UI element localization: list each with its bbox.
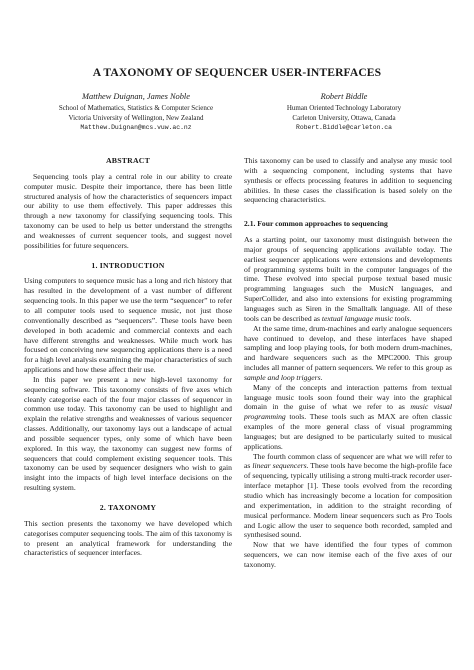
left-column bbox=[24, 156, 232, 558]
right-paragraph-1: This taxonomy can be used to classify and analyse any music tool with a sequencing component, including systems that have synthesis or effects processing features in addition to sequencing abilities. In these cases the classification is based solely on the sequencing characteristics. bbox=[244, 156, 452, 205]
author-block-left bbox=[36, 92, 236, 133]
subsection-paragraph-4: The fourth common class of sequencer are what we will refer to as linear sequencers. These tools have become the high-profile face of sequencing, typically utilising a strong multi-track recorder user-interface metaphor [1]. These tools evolved from the recording studio which has increasingly become a location for composition and experimentation, in addition to the straight recording of musical performance. Modern linear sequencers such as Pro Tools and Logic allow the user to sequence both recorded, sampled and synthesised sound. bbox=[244, 451, 453, 540]
subsection-paragraph-2: At the same time, drum-machines and early analogue sequencers have continued to develop, and these interfaces have shaped sampling and loop playing tools, for both modern drum-machines, and hardware sequencers such as the MPC2000. This group includes all manner of pattern sequencers. We refer to this group as sample and loop triggers. bbox=[244, 323, 452, 382]
author-affiliation-right: Human Oriented Technology Laboratory bbox=[286, 104, 402, 113]
author-email-left: Matthew.Duignan@mcs.vuw.ac.nz bbox=[80, 124, 192, 132]
intro-paragraph-2: In this paper we present a new high-level taxonomy for sequencing software. This taxonomy consists of five axes which cleanly categorise each of the four major classes of sequencer in common use today. This taxonomy can be used to highlight and explain the relative strengths and weaknesses of various sequencer classes. Additionally, our taxonomy lays out a landscape of actual and possible sequencer types, only some of which have been explored. In this way, the taxonomy can suggest new forms of sequencers that could complement existing sequencer tools. This taxonomy can be used by sequencer designers who wish to gain insight into the impacts of high level interface decisions on the resulting system. bbox=[24, 374, 232, 493]
subsection-paragraph-1: As a starting point, our taxonomy must distinguish between the major groups of sequencing applications available today. The earliest sequencer applications were extensions and developments of programming systems built in the computer languages of the time. These evolved into special purpose textual based music programming languages such the MusicN languages, and SuperCollider, and also into extensions for existing programming languages such as Siren in the Smalltalk language. All of these tools can be described as textual language music tools. bbox=[244, 235, 452, 323]
intro-paragraph-1: Using computers to sequence music has a long and rich history that has resulted in the development of a vast number of different sequencing tools. In this paper we use the term “sequencer” to refer to all computer tools used to sequence music, not just those conventionally described as “sequencers”. These tools have been developed in both academic and commercial contexts and each have different strengths and weaknesses. While much work has focused on conceiving new sequencing applications there is a need for a high level analysis examining the major characteristics of such applications and how these affect their use. bbox=[24, 276, 232, 375]
abstract-text: Sequencing tools play a central role in our ability to create computer music. Despite their importance, there has been little structured analysis of how the characteristics of sequencers impact our ability to use them effectively. This paper addresses this through a new taxonomy for classifying sequencing tools. This taxonomy can be used to help us better understand the strengths and weaknesses of current sequencer tools, and suggest novel possibilities for future sequencers. bbox=[24, 171, 232, 250]
taxonomy-paragraph-1: This section presents the taxonomy we have developed which categorises computer sequencing tools. The aim of this taxonomy is to present an analytical framework for understanding the characteristics of sequencer interfaces. bbox=[24, 518, 232, 558]
introduction-heading: 1. INTRODUCTION bbox=[91, 260, 165, 270]
paper-title: A TAXONOMY OF SEQUENCER USER-INTERFACES bbox=[92, 66, 382, 79]
author-names-right: Robert Biddle bbox=[320, 92, 368, 101]
subsection-paragraph-5: Now that we have identified the four types of common sequencers, we can now itemise each of the five axes of our taxonomy. bbox=[244, 540, 452, 569]
author-institution-left: Victoria University of Wellington, New Zealand bbox=[68, 113, 204, 122]
taxonomy-heading: 2. TAXONOMY bbox=[99, 503, 157, 512]
right-column bbox=[244, 156, 452, 570]
author-affiliation-left: School of Mathematics, Statistics & Computer Science bbox=[58, 104, 214, 113]
author-institution-right: Carleton University, Ottawa, Canada bbox=[292, 113, 396, 122]
subsection-heading: 2.1. Four common approaches to sequencing bbox=[244, 219, 388, 229]
abstract-heading: ABSTRACT bbox=[105, 156, 151, 165]
author-names-left: Matthew Duignan, James Noble bbox=[82, 92, 190, 101]
subsection-paragraph-3: Many of the concepts and interaction patterns from textual language music tools soon found their way into the graphical domain in the guise of what we refer to as music visual programming tools. These tools such as MAX are often classic examples of the more general class of visual programming languages; but are designed to be particularly suited to musical applications. bbox=[244, 382, 452, 451]
author-block-right bbox=[244, 92, 444, 133]
author-email-right: Robert.Biddle@carleton.ca bbox=[296, 124, 392, 132]
